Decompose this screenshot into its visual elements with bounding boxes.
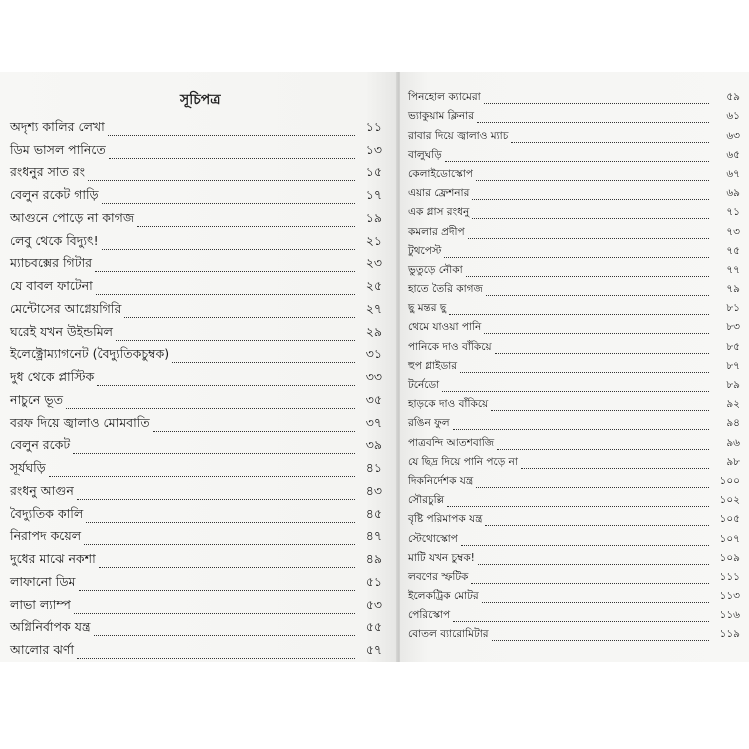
dotted-leader (99, 567, 355, 568)
toc-entry (408, 337, 740, 356)
toc-entry-title: ভ্যাকুয়াম ক্লিনার (408, 110, 474, 123)
toc-list-right (408, 88, 740, 644)
toc-entry-title: লাফানো ডিম (10, 573, 76, 589)
toc-entry (408, 587, 740, 606)
toc-entry-title: বৃষ্টি পরিমাপক যন্ত্র (408, 513, 483, 526)
toc-entry (408, 222, 740, 241)
toc-entry-title: বৈদ্যুতিক কালি (10, 505, 84, 521)
toc-entry-page-number: ২১ (365, 232, 382, 248)
toc-entry-page-number: ১৫ (365, 164, 382, 180)
dotted-leader (442, 391, 709, 392)
toc-entry-page-number: ১৩ (365, 141, 382, 157)
dotted-leader (73, 453, 355, 454)
toc-entry-title: কমলার প্রদীপ (408, 225, 465, 238)
dotted-leader (96, 294, 355, 295)
dotted-leader (453, 621, 709, 622)
toc-entry-page-number: ৮৫ (726, 340, 740, 353)
dotted-leader (444, 257, 709, 258)
toc-entry-page-number: ৫৩ (365, 596, 382, 612)
toc-entry-page-number: ৬৫ (726, 148, 740, 161)
dotted-leader (124, 317, 355, 318)
toc-entry (10, 617, 382, 640)
toc-entry (408, 433, 740, 452)
toc-entry-page-number: ১৭ (365, 187, 382, 202)
dotted-leader (472, 199, 709, 200)
dotted-leader (482, 602, 709, 603)
toc-entry (10, 594, 382, 617)
dotted-leader (172, 362, 355, 363)
toc-entry-title: কেলাইডোস্কোপ (408, 167, 473, 180)
toc-entry-title: নিরাপদ কয়েল (10, 528, 82, 544)
toc-entry (408, 625, 740, 644)
dotted-leader (476, 487, 709, 488)
toc-entry (408, 549, 740, 568)
toc-entry-title: ছু মন্তর ছু (408, 302, 447, 315)
toc-list-left (10, 116, 382, 662)
dotted-leader (94, 635, 355, 636)
toc-entry-page-number: ৯৬ (726, 436, 740, 449)
dotted-leader (66, 408, 355, 409)
toc-entry (408, 203, 740, 222)
toc-entry-page-number: ৯৪ (726, 417, 740, 430)
toc-entry (408, 606, 740, 625)
toc-entry-page-number: ২৩ (365, 255, 382, 271)
toc-entry-title: হাড়কে দাও বাঁকিয়ে (408, 398, 489, 411)
dotted-leader (86, 522, 355, 523)
toc-entry-page-number: ৮৩ (726, 321, 740, 334)
dotted-leader (495, 353, 709, 354)
dotted-leader (491, 410, 709, 411)
toc-entry (408, 146, 740, 165)
dotted-leader (77, 499, 355, 500)
toc-entry-title: ডিম ভাসল পানিতে (10, 141, 106, 157)
toc-entry (408, 453, 740, 472)
toc-entry-title: রঙিন ফুল (408, 417, 450, 430)
toc-entry (10, 253, 382, 276)
toc-entry (10, 571, 382, 594)
toc-entry (10, 412, 382, 435)
toc-entry-title: দিকনির্দেশক যন্ত্র (408, 474, 474, 487)
toc-entry (408, 510, 740, 529)
toc-entry-page-number: ৩১ (365, 346, 382, 362)
toc-entry-title: এয়ার ফ্রেশনার (408, 187, 470, 200)
dotted-leader (492, 640, 709, 641)
toc-entry (10, 230, 382, 253)
toc-entry-title: সৌরচুল্লি (408, 494, 445, 507)
toc-entry (10, 162, 382, 185)
toc-entry-title: আলোর ঝর্ণা (10, 642, 75, 657)
toc-entry-title: ম্যাচবক্সের গিটার (10, 255, 93, 271)
toc-entry (10, 275, 382, 298)
toc-entry-page-number: ৭৯ (726, 283, 740, 296)
toc-entry (408, 376, 740, 395)
toc-entry-title: দুধ থেকে প্লাস্টিক (10, 369, 95, 384)
dotted-leader (116, 340, 355, 341)
toc-entry (10, 639, 382, 662)
dotted-leader (84, 544, 355, 545)
toc-entry-page-number: ৭১ (726, 206, 740, 219)
toc-entry-page-number: ৮৭ (726, 359, 740, 372)
book-spread (0, 72, 749, 662)
toc-entry-page-number: ৪৭ (365, 528, 382, 544)
toc-entry (408, 107, 740, 126)
toc-entry-page-number: ৮১ (726, 302, 740, 315)
toc-entry-title: অগ্নিনির্বাপক যন্ত্র (10, 619, 91, 635)
dotted-leader (460, 372, 709, 373)
toc-entry-title: পাত্রবন্দি আতশবাজি (408, 436, 495, 449)
toc-entry (10, 389, 382, 412)
page-title: সূচিপত্র (180, 92, 221, 108)
dotted-leader (102, 249, 355, 250)
toc-entry-page-number: ১০৫ (719, 513, 740, 526)
toc-entry-page-number: ২৭ (365, 300, 382, 316)
toc-entry (10, 526, 382, 549)
dotted-leader (88, 180, 355, 181)
dotted-leader (74, 613, 355, 614)
toc-entry-page-number: ১৯ (365, 209, 382, 225)
toc-entry-page-number: ৪১ (365, 460, 382, 475)
dotted-leader (497, 449, 709, 450)
toc-entry (10, 139, 382, 162)
toc-entry-page-number: ৫৫ (365, 619, 382, 635)
toc-entry (10, 184, 382, 207)
toc-entry-title: সূর্যঘড়ি (10, 460, 46, 475)
toc-entry-title: বালুঘড়ি (408, 148, 442, 161)
dotted-leader (471, 583, 709, 584)
dotted-leader (109, 158, 355, 159)
dotted-leader (484, 333, 709, 334)
toc-entry-title: লবণের স্ফটিক (408, 570, 469, 583)
toc-entry (408, 88, 740, 107)
toc-entry (10, 457, 382, 480)
toc-entry-page-number: ৫৭ (365, 642, 382, 657)
toc-entry (408, 280, 740, 299)
toc-entry-page-number: ১০৭ (719, 532, 740, 545)
dotted-leader (476, 180, 709, 181)
toc-entry-title: হুপ গ্লাইডার (408, 359, 458, 372)
toc-entry-title: মেন্টোসের আগ্নেয়গিরি (10, 300, 122, 316)
toc-entry-title: যে ছিদ্র দিয়ে পানি পড়ে না (408, 455, 518, 468)
toc-entry (408, 184, 740, 203)
toc-entry (10, 435, 382, 458)
toc-entry-page-number: ১০৯ (719, 551, 740, 564)
toc-entry-page-number: ৫৯ (726, 91, 740, 104)
toc-entry (10, 207, 382, 230)
toc-entry (408, 395, 740, 414)
toc-entry-page-number: ৭৩ (726, 225, 740, 238)
toc-entry-title: বরফ দিয়ে জ্বালাও মোমবাতি (10, 414, 150, 430)
toc-entry-title: পানিকে দাও বাঁকিয়ে (408, 340, 492, 353)
toc-entry-page-number: ১১ (365, 118, 382, 134)
toc-entry (10, 298, 382, 321)
dotted-leader (484, 103, 709, 104)
toc-entry (408, 261, 740, 280)
toc-entry-page-number: ২৫ (365, 278, 382, 293)
toc-entry (408, 242, 740, 261)
toc-entry-title: স্টেথোস্কোপ (408, 532, 458, 545)
toc-entry-title: আগুনে পোড়ে না কাগজ (10, 209, 135, 225)
toc-entry (408, 165, 740, 184)
toc-entry (10, 548, 382, 571)
toc-entry-title: বেলুন রকেট গাড়ি (10, 187, 99, 202)
dotted-leader (447, 506, 709, 507)
dotted-leader (466, 276, 709, 277)
toc-entry (10, 344, 382, 367)
toc-entry-page-number: ৩৫ (365, 391, 382, 407)
toc-entry (10, 503, 382, 526)
dotted-leader (77, 658, 355, 659)
toc-entry (10, 480, 382, 503)
dotted-leader (153, 431, 355, 432)
toc-entry (408, 529, 740, 548)
toc-entry-title: রংধনুর সাত রং (10, 164, 86, 180)
dotted-leader (137, 226, 355, 227)
toc-entry-page-number: ১১১ (719, 570, 740, 583)
toc-entry (10, 116, 382, 139)
toc-entry-page-number: ২৯ (365, 323, 382, 339)
dotted-leader (102, 203, 355, 204)
toc-entry-title: রাবার দিয়ে জ্বালাও ম্যাচ (408, 129, 509, 142)
dotted-leader (511, 142, 709, 143)
toc-entry-title: লেবু থেকে বিদ্যুৎ! (10, 232, 99, 248)
toc-entry-title: দুধের মাঝে নকশা (10, 551, 96, 566)
toc-entry (408, 414, 740, 433)
toc-entry-page-number: ৬৩ (726, 129, 740, 142)
dotted-leader (486, 295, 709, 296)
toc-entry-title: এক গ্লাস রংধনু (408, 206, 470, 219)
dotted-leader (453, 429, 709, 430)
toc-entry-title: পিনহোল ক্যামেরা (408, 91, 481, 104)
toc-entry-title: মাটি যখন চুম্বক! (408, 551, 475, 564)
toc-entry-page-number: ৭৫ (726, 244, 740, 257)
toc-entry-title: যে বাবল ফাটেনা (10, 278, 93, 293)
toc-entry-title: নাচুনে ভূত (10, 391, 63, 407)
dotted-leader (521, 468, 709, 469)
toc-entry-page-number: ৯২ (726, 398, 740, 411)
dotted-leader (449, 314, 709, 315)
toc-entry-page-number: ৬৭ (726, 167, 740, 180)
dotted-leader (472, 218, 709, 219)
toc-entry-title: ইলেক্ট্রোম্যাগনেট (বৈদ্যুতিকচুম্বক) (10, 346, 170, 362)
dotted-leader (97, 385, 355, 386)
toc-entry (408, 126, 740, 145)
left-page (0, 72, 397, 662)
dotted-leader (108, 135, 355, 136)
dotted-leader (478, 564, 709, 565)
toc-entry-title: রংধনু আগুন (10, 482, 74, 498)
toc-entry-page-number: ১১৯ (719, 628, 740, 641)
dotted-leader (79, 590, 356, 591)
toc-entry-page-number: ১০২ (719, 494, 740, 507)
toc-entry-page-number: ৭৭ (726, 263, 740, 276)
toc-entry-title: হাতে তৈরি কাগজ (408, 283, 483, 296)
dotted-leader (445, 161, 709, 162)
toc-entry-page-number: ১০০ (719, 474, 740, 487)
toc-entry-title: টর্নেডো (408, 379, 440, 391)
toc-entry-page-number: ৩৩ (365, 369, 382, 384)
toc-entry-page-number: ১১৬ (719, 609, 740, 622)
toc-entry-title: টুথপেস্ট (408, 244, 442, 257)
toc-entry-page-number: ৪৩ (365, 482, 382, 498)
dotted-leader (477, 122, 709, 123)
toc-entry-page-number: ৪৯ (365, 551, 382, 566)
toc-entry-page-number: ৪৫ (365, 505, 382, 521)
toc-entry-title: ইলেকট্রিক মোটর (408, 590, 479, 603)
toc-entry-title: অদৃশ্য কালির লেখা (10, 118, 105, 134)
toc-entry-title: বোতল ব্যারোমিটার (408, 628, 489, 641)
toc-entry-page-number: ৩৯ (365, 437, 382, 453)
toc-entry-page-number: ৯৮ (726, 455, 740, 468)
toc-entry-page-number: ৫১ (365, 573, 382, 589)
toc-entry-title: থেমে যাওয়া পানি (408, 321, 482, 334)
toc-entry (408, 568, 740, 587)
toc-entry (10, 321, 382, 344)
dotted-leader (49, 476, 355, 477)
toc-entry (408, 357, 740, 376)
toc-entry (408, 318, 740, 337)
dotted-leader (468, 238, 709, 239)
toc-entry-page-number: ৩৭ (365, 414, 382, 430)
toc-entry-page-number: ৮৯ (726, 379, 740, 391)
right-page (400, 72, 749, 662)
toc-entry-title: ঘরেই যখন উইন্ডমিল (10, 323, 113, 339)
dotted-leader (461, 545, 709, 546)
toc-entry-title: বেলুন রকেট (10, 437, 71, 453)
dotted-leader (485, 525, 709, 526)
toc-entry (408, 299, 740, 318)
toc-entry (408, 472, 740, 491)
toc-entry-page-number: ১১৩ (719, 590, 740, 603)
toc-entry-page-number: ৬১ (726, 110, 740, 123)
dotted-leader (95, 271, 355, 272)
toc-entry-title: পেরিস্কোপ (408, 609, 451, 622)
toc-entry (10, 366, 382, 389)
toc-entry-title: ভুতুড়ে নৌকা (408, 263, 463, 276)
toc-entry (408, 491, 740, 510)
toc-entry-page-number: ৬৯ (726, 187, 740, 200)
toc-entry-title: লাভা ল্যাম্প (10, 596, 71, 612)
